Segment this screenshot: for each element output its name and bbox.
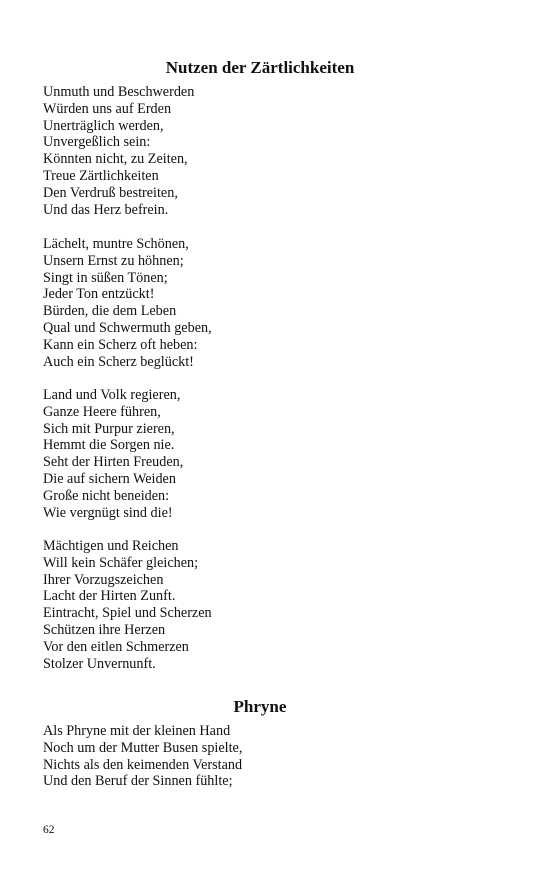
verse-line: Und den Beruf der Sinnen fühlte; (43, 773, 233, 790)
verse-line: Noch um der Mutter Busen spielte, (43, 739, 243, 756)
verse-line: Eintracht, Spiel und Scherzen (43, 605, 212, 622)
poem-title: Nutzen der Zärtlichkeiten (165, 58, 355, 77)
verse-line: Große nicht beneiden: (43, 487, 170, 504)
verse-line: Qual und Schwermuth geben, (43, 319, 212, 336)
verse-line: Mächtigen und Reichen (43, 538, 179, 554)
verse-line: Würden uns auf Erden (43, 100, 172, 117)
stanza (43, 236, 212, 370)
verse-line: Vor den eitlen Schmerzen (43, 638, 189, 655)
verse-line: Unmuth und Beschwerden (43, 84, 195, 100)
verse-line: Sich mit Purpur zieren, (43, 420, 175, 437)
stanza (43, 723, 242, 790)
stanza (43, 84, 194, 218)
verse-line: Ganze Heere führen, (43, 403, 161, 420)
stanza (43, 387, 183, 521)
verse-line: Den Verdruß bestreiten, (43, 184, 178, 201)
verse-line: Treue Zärtlichkeiten (43, 167, 159, 184)
verse-line: Kann ein Scherz oft heben: (43, 336, 198, 353)
verse-line: Unsern Ernst zu höhnen; (43, 252, 184, 269)
verse-line: Land und Volk regieren, (43, 387, 181, 403)
stanza (43, 538, 212, 672)
poem-title: Phryne (233, 697, 287, 716)
verse-line: Auch ein Scherz beglückt! (43, 353, 194, 370)
verse-line: Bürden, die dem Leben (43, 303, 177, 320)
verse-line: Will kein Schäfer gleichen; (43, 554, 199, 571)
verse-line: Schützen ihre Herzen (43, 621, 166, 638)
verse-line: Lächelt, muntre Schönen, (43, 236, 189, 252)
verse-line: Hemmt die Sorgen nie. (43, 437, 175, 454)
verse-line: Unerträglich werden, (43, 117, 164, 134)
verse-line: Die auf sichern Weiden (43, 470, 176, 487)
verse-line: Lacht der Hirten Zunft. (43, 588, 176, 605)
verse-line: Könnten nicht, zu Zeiten, (43, 151, 188, 168)
verse-line: Als Phryne mit der kleinen Hand (43, 723, 231, 739)
verse-line: Seht der Hirten Freuden, (43, 454, 184, 471)
verse-line: Unvergeßlich sein: (43, 134, 151, 151)
page-number: 62 (43, 824, 55, 836)
verse-line: Ihrer Vorzugszeichen (43, 571, 164, 588)
verse-line: Jeder Ton entzückt! (43, 286, 155, 303)
verse-line: Nichts als den keimenden Verstand (43, 756, 243, 773)
verse-line: Stolzer Unvernunft. (43, 655, 156, 672)
verse-line: Und das Herz befrein. (43, 201, 169, 218)
verse-line: Singt in süßen Tönen; (43, 269, 168, 286)
verse-line: Wie vergnügt sind die! (43, 504, 173, 521)
